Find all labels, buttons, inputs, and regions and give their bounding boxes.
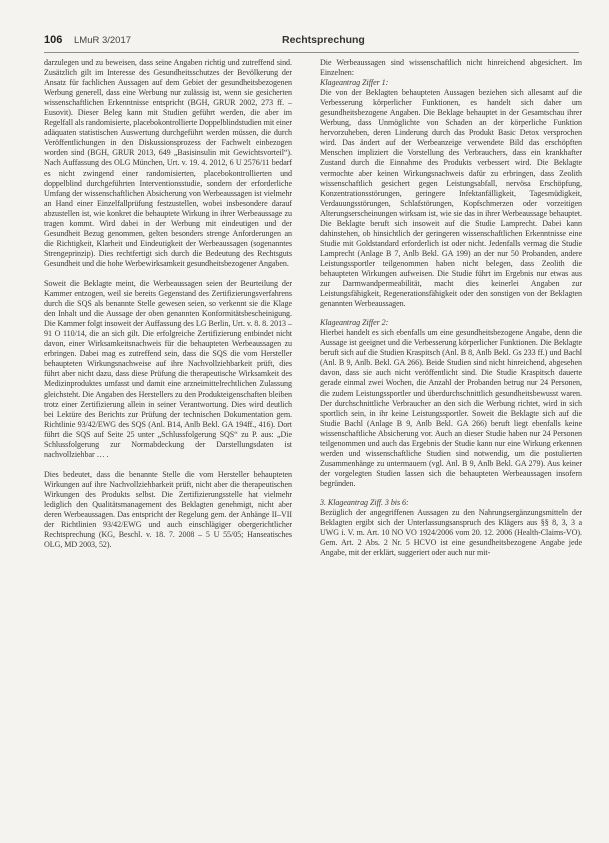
right-column — [320, 58, 582, 558]
section-heading: Klageantrag Ziffer 1: — [320, 78, 389, 88]
paragraph: Bezüglich der angegriffenen Aussagen zu den Nahrungsergänzungsmitteln der Beklagten ergibt sich der Unterlassungsanspruch des Klägers aus §§ 8, 3, 3 a UWG i. V. m. Art. 10 NO VO 1924/2006 vom 20. 12. 2006 (Health-Claims-VO). Gem. Art. 2 Abs. 2 Nr. 5 HCVO ist eine gesundheitsbezogene Angabe jede Angabe, mit der erklärt, suggeriert oder auch nur mit- — [320, 508, 582, 558]
paragraph: Soweit die Beklagte meint, die Werbeaussagen seien der Beurteilung der Kammer entzogen, weil sie bereits Gegenstand des Zertifizierungsverfahrens durch die SQS als benannte Stelle gewesen seien, so verkennt sie die Klage den Inhalt und die Aussage der oben genannten Konformitätsbescheinigung. Die Kammer folgt insoweit der Auffassung des LG Berlin, Urt. v. 8. 8. 2013 – 91 O 110/14, die an sich gilt. Die erfolgreiche Zertifizierung entbindet nicht davon, einer Wirksamkeitsnachweis für die behaupteten Werbeaussagen zu erbringen. Dabei mag es zutreffend sein, dass die SQS die vom Hersteller behaupteten Wirkungsnachweise auf ihre Nachvollziehbarkeit prüft, dies führt aber nicht dazu, dass diese Prüfung die therapeutische Wirksamkeit des Medizinproduktes umfasst und damit eine arzneimittelrechtlichen Zulassung gleichsteht. Die Angaben des Herstellers zu den Produkteigenschaften bleiben trotz einer Zertifizierung allein in seiner Verantwortung. Dies wird deutlich bei Lektüre des Berichts zur Prüfung der technischen Dokumentation gem. Richtlinie 93/42/EWG des SQS (Anl. B14, Anlb Bekl. GA 194ff., 416). Dort führt die SQS auf Seite 25 unter „Schlussfolgerung SQS“ zu P. aus: „Die Schlussfolgerung zur Normabdeckung der Darstellungsdaten ist nachvollziehbar … . — [44, 278, 292, 459]
paragraph: Hierbei handelt es sich ebenfalls um eine gesundheitsbezogene Angabe, denn die Aussage ist geeignet und die Verbesserung körperlicher Funktionen. Die Beklagte beruft sich auf die Studien Kraspitsch (Anl. B 8, Anlb Bekl. Gs 233 ff.) und Bachl (Anl. B 9, Anlb. Bekl. GA 266). Beide Studien sind nicht hinreichend, abgesehen davon, dass sie auch nicht veröffentlicht sind. Die Studie Kraspitsch dauerte gerade einmal zwei Wochen, die Anzahl der Probanden betrug nur 24 Personen, die zudem Leistungssportler und überdurchschnittlich gesundheitsbewusst waren. Der durchschnittliche Verbraucher an den sich die Werbung richtet, wird in sich sportlich sein, in ihr keine Leistungssportler. Soweit die Beklagte sich auf die Studie Bachl (Anlage B 9, Anlb Bekl. GA 266) beruft liegt ebenfalls keine wissenschaftliche Absicherung vor. Auch an dieser Studie haben nur 24 Personen teilgenommen und auch das Ergebnis der Studie kann nur eine Wirkung erkennen werden und wissenschaftliche Studien sind notwendig, um die postulierten Zusammenhänge zu untermauern (vgl. Anl. B 9, Anlb Bekl. GA 279). Aus keiner der vorgelegten Studien lassen sich die behaupteten Werbeaussagen insofern begründen. — [320, 328, 582, 488]
journal-title: LMuR 3/2017 — [74, 35, 132, 46]
page-number: 106 — [44, 34, 63, 46]
paragraph: Die Werbeaussagen sind wissenschaftlich nicht hinreichend abgesichert. Im Einzelnen: — [320, 58, 582, 78]
header-rule — [44, 52, 579, 53]
paragraph: Dies bedeutet, dass die benannte Stelle die vom Hersteller behaupteten Wirkungen auf ihre Nachvollziehbarkeit prüft, nicht aber die therapeutischen Wirkungen des Produkts selbst. Die Zertifizierungsstelle hat vielmehr lediglich den Qualitätsmanagement des Beklagten genehmigt, nicht aber deren Werbeaussagen. Das entspricht der Regelung gem. der Anhänge II–VII der Richtlinien 93/42/EWG und auch einschlägiger obergerichtlicher Rechtsprechung (KG, Beschl. v. 18. 7. 2008 – 5 U 55/05; Hanseatisches OLG, MD 2003, 52). — [44, 469, 292, 550]
left-column — [44, 58, 292, 560]
section-title: Rechtsprechung — [282, 34, 365, 46]
page-header — [44, 34, 579, 50]
paragraph: darzulegen und zu beweisen, dass seine Angaben richtig und zutreffend sind. Zusätzlich gilt im Interesse des Gesundheitsschutzes der Bevölkerung der Ansatz für fachlichen Aussagen auf dem Gebiet der gesundheitsbezogenen Werbung generell, dass eine Werbung nur zulässig ist, wenn sie gesicherten wissenschaftlichen Erkenntnisse entspricht (BGH, GRUR 2002, 273 ff. – Eusovit). Dieser Beleg kann mit Studien geführt werden, die aber im Regelfall als randomisierte, placebokontrollierte Doppelblindstudien mit einer adäquaten statistischen Auswertung durchgeführt werden müssen, die durch Veröffentlichungen in den Diskussionsprozess der Fachwelt einbezogen worden sind (BGH, GRUR 2013, 649 „Basisinsulin mit Gewichtsvorteil“). Nach Auffassung des OLG München, Urt. v. 19. 4. 2012, 6 U 2576/11 bedarf es nicht zwingend einer randomisierten, placebokontrollierten und doppelblind durchgeführten Interventionsstudie, sondern der erforderliche Umfang der wissenschaftlichen Absicherung von Werbeaussagen ist vielmehr an Hand einer Einzelfallprüfung festzustellen, wobei insbesondere darauf abzustellen ist, wie konkret die behauptete Wirkung in ihrer Werbeaussage zu tragen kommt. Wird dabei in der Werbung mit eindeutigen und der Gesundheit Bezug genommen, gelten besonders strenge Anforderungen an die Richtigkeit, Klarheit und Eindeutigkeit der Werbeaussagen (sogenanntes Strengeprinzip). Dies rechtfertigt sich durch die Bedeutung des Rechtsguts Gesundheit und die hohe Werbewirksamkeit gesundheitsbezogener Angaben. — [44, 58, 292, 268]
paragraph: Die von der Beklagten behaupteten Aussagen beziehen sich allesamt auf die Verbesserung körperlicher Funktionen, es handelt sich daher um gesundheitsbezogene Angaben. Die Beklage behauptet in der Gesamtschau ihrer Werbung, dass Unmöglichte von Schaden an der körperliche Funktion hervorzuheben, deren Linderung durch das Produkt Basic Detox versprochen wird. Das ändert auf der Werbeanzeige verwendete Bild das erschöpften Menschen impliziert die Vorstellung des Verbrauchers, dass ein krankhafter Zustand durch die Einnahme des Produkts verbessert wird. Die Beklagte vermochte aber keinen Wirkungsnachweis dafür zu erbringen, dass Zeolith wissenschaftlich gesichert gegen Leistungsabfall, nervösa Erschöpfung, Konzentrationsstörungen, geringere Infektanfälligkeit, Tagesmüdigkeit, Verdauungsstörungen, Schlafstörungen, Kopfschmerzen oder vorzeitigen Alterungserscheinungen wirksam ist, wie sie das in ihrer Werbeaussage behauptet. Die Beklagte beruft sich insoweit auf die Studie Lamprecht. Dabei kann dahinstehen, ob hinsichtlich der geringeren wissenschaftlichen Erkenntnisse eine Studie mit Goldstandard erforderlich ist oder nicht. Jedenfalls vermag die Studie Lamprecht (Anlage B 7, Anlb Bekl. GA 199) an der nur 50 Probanden, andere Leistungssportler teilgenommen haben nicht belegen, dass Zeolith die behaupteten Wirkungen aufweisen. Die Studie führt im Ergebnis nur etwas aus zur Darmwandpermeabilität, macht dies keinerlei Angaben zur Leistungsfähigkeit, Regenerationsfähigkeit oder den sonstigen von der Beklagten genannten Werbeaussagen. — [320, 88, 582, 309]
section-heading: 3. Klageantrag Ziff. 3 bis 6: — [320, 497, 409, 507]
section-heading: Klageantrag Ziffer 2: — [320, 318, 389, 328]
